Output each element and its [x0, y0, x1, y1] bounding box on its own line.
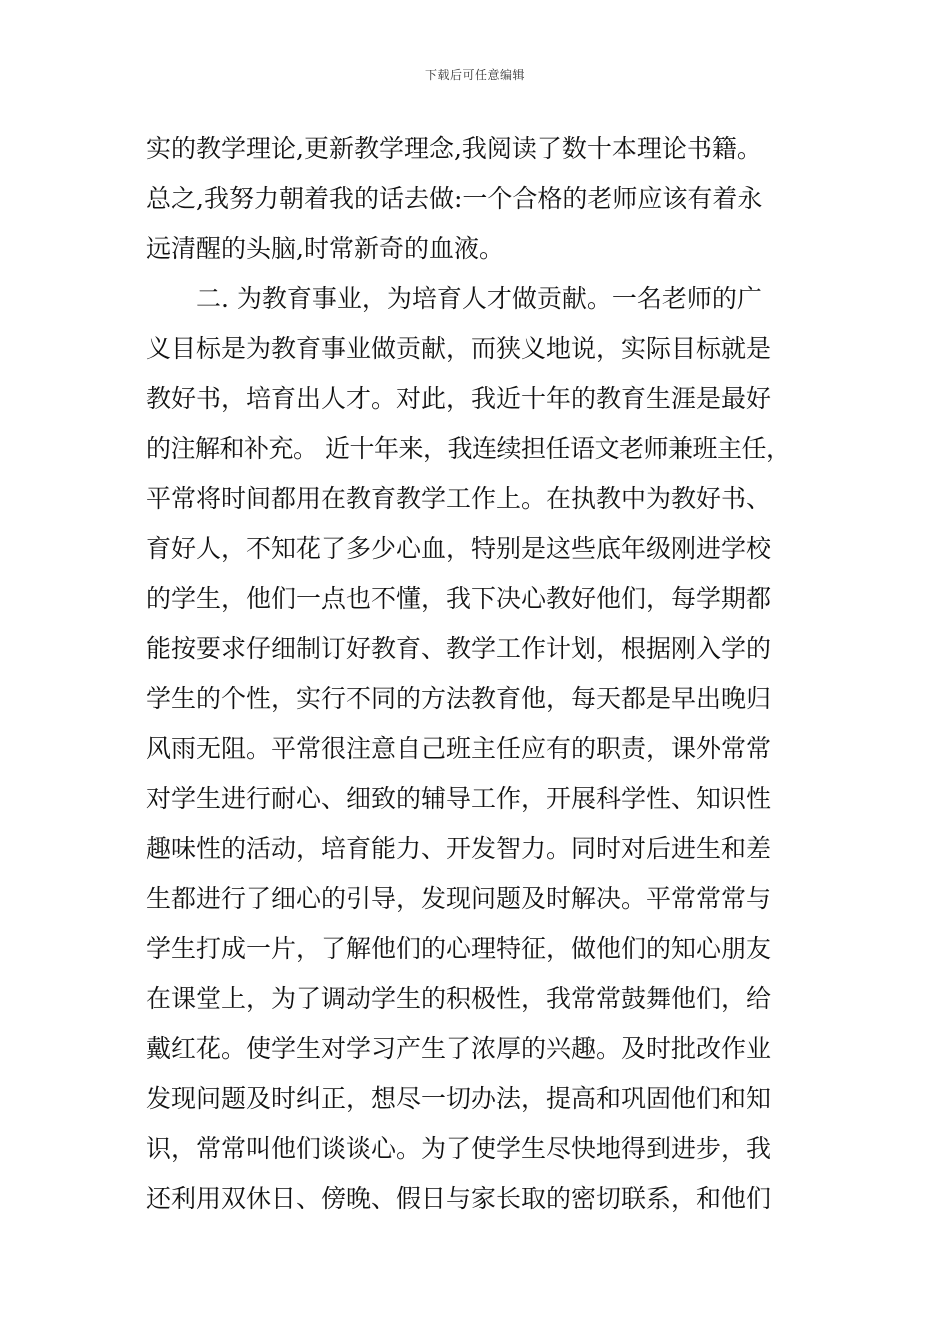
- text-line: 对学生进行耐心、细致的辅导工作，开展科学性、知识性: [146, 784, 772, 813]
- text-line: 发现问题及时纠正，想尽一切办法，提高和巩固他们和知: [146, 1084, 772, 1113]
- text-line: 二. 为教育事业，为培育人才做贡献。一名老师的广: [146, 284, 762, 313]
- text-line: 学生打成一片，了解他们的心理特征，做他们的知心朋友: [146, 934, 772, 963]
- text-line: 学生的个性，实行不同的方法教育他，每天都是早出晚归: [146, 684, 772, 713]
- text-line: 还利用双休日、傍晚、假日与家长取的密切联系，和他们: [146, 1184, 772, 1213]
- text-line: 能按要求仔细制订好教育、教学工作计划，根据刚入学的: [146, 634, 772, 663]
- page-header: 下载后可任意编辑: [424, 68, 525, 82]
- text-line: 风雨无阻。平常很注意自己班主任应有的职责，课外常常: [146, 734, 772, 763]
- text-line: 实的教学理论,更新教学理念,我阅读了数十本理论书籍。: [146, 134, 762, 163]
- text-line: 育好人，不知花了多少心血，特别是这些底年级刚进学校: [146, 534, 772, 563]
- text-line: 识，常常叫他们谈谈心。为了使学生尽快地得到进步，我: [146, 1134, 772, 1163]
- text-line: 趣味性的活动，培育能力、开发智力。同时对后进生和差: [146, 834, 772, 863]
- text-line: 的学生，他们一点也不懂，我下决心教好他们，每学期都: [146, 584, 772, 613]
- text-line: 义目标是为教育事业做贡献，而狭义地说，实际目标就是: [146, 334, 772, 363]
- text-line: 教好书，培育出人才。对此，我近十年的教育生涯是最好: [146, 384, 772, 413]
- text-line: 远清醒的头脑,时常新奇的血液。: [146, 234, 504, 263]
- text-line: 平常将时间都用在教育教学工作上。在执教中为教好书、: [146, 484, 772, 513]
- text-line: 生都进行了细心的引导，发现问题及时解决。平常常常与: [146, 884, 772, 913]
- text-line: 在课堂上，为了调动学生的积极性，我常常鼓舞他们，给: [146, 984, 772, 1013]
- document-body: [146, 124, 806, 1224]
- text-line: 总之,我努力朝着我的话去做:一个合格的老师应该有着永: [146, 184, 763, 213]
- text-line: 的注解和补充。 近十年来，我连续担任语文老师兼班主任，: [146, 434, 791, 463]
- text-line: 戴红花。使学生对学习产生了浓厚的兴趣。及时批改作业: [146, 1034, 772, 1063]
